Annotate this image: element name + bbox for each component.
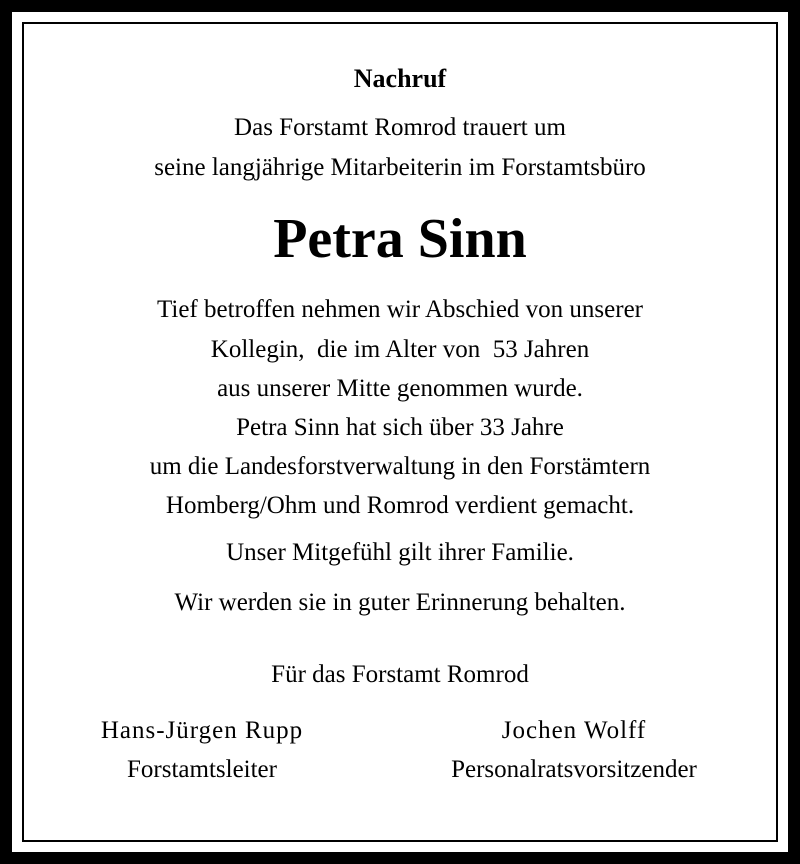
signatory-name-right: Jochen Wolff	[501, 717, 647, 744]
remembrance-line: Wir werden sie in guter Erinnerung behalten.	[174, 589, 626, 616]
body-line-4: Petra Sinn hat sich über 33 Jahre	[236, 414, 564, 441]
signatory-title-left: Forstamtsleiter	[127, 756, 277, 783]
condolence-line: Unser Mitgefühl gilt ihrer Familie.	[226, 539, 574, 566]
on-behalf-line: Für das Forstamt Romrod	[271, 661, 529, 688]
obituary-notice	[24, 24, 776, 840]
body-line-3: aus unserer Mitte genommen wurde.	[217, 375, 583, 402]
signatory-name-left: Hans-Jürgen Rupp	[100, 717, 304, 744]
body-line-6: Homberg/Ohm und Romrod verdient gemacht.	[165, 492, 635, 519]
deceased-name: Petra Sinn	[273, 208, 527, 270]
intro-line-1: Das Forstamt Romrod trauert um	[234, 114, 566, 141]
signatory-title-right: Personalratsvorsitzender	[451, 756, 697, 783]
notice-heading: Nachruf	[353, 64, 447, 93]
body-line-5: um die Landesforstverwaltung in den Forstämtern	[149, 453, 651, 480]
body-line-1: Tief betroffen nehmen wir Abschied von unserer	[157, 296, 643, 323]
body-line-2: Kollegin, die im Alter von 53 Jahren	[210, 336, 590, 363]
intro-line-2: seine langjährige Mitarbeiterin im Forstamtsbüro	[154, 154, 646, 181]
